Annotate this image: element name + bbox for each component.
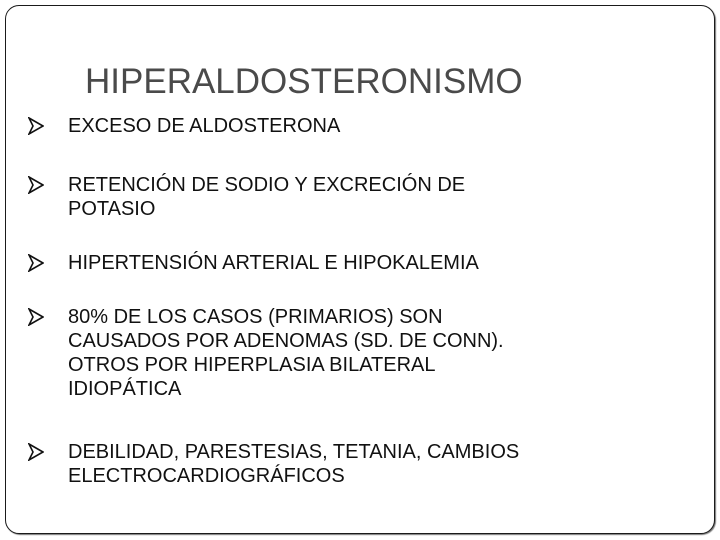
bullet-item (28, 251, 688, 275)
arrowhead-bullet-icon (28, 443, 44, 461)
arrowhead-bullet-icon (28, 308, 44, 326)
arrowhead-bullet-icon (28, 176, 44, 194)
bullet-text-line: DEBILIDAD, PARESTESIAS, TETANIA, CAMBIOS (68, 441, 520, 463)
bullet-text-line: IDIOPÁTICA (68, 378, 182, 400)
bullet-text-line: POTASIO (68, 198, 156, 220)
bullet-text-line: 80% DE LOS CASOS (PRIMARIOS) SON (68, 306, 443, 328)
bullet-text-line: RETENCIÓN DE SODIO Y EXCRECIÓN DE (68, 174, 466, 196)
slide-title: HIPERALDOSTERONISMO (85, 62, 523, 101)
bullet-list (28, 114, 688, 488)
bullet-text-line: HIPERTENSIÓN ARTERIAL E HIPOKALEMIA (68, 252, 479, 274)
bullet-text-line: CAUSADOS POR ADENOMAS (SD. DE CONN). (68, 330, 504, 352)
bullet-text-line: EXCESO DE ALDOSTERONA (68, 115, 341, 137)
bullet-item (28, 305, 688, 401)
bullet-item (28, 173, 688, 221)
bullet-item (28, 114, 688, 138)
bullet-text-line: OTROS POR HIPERPLASIA BILATERAL (68, 354, 436, 376)
slide-frame (5, 5, 715, 534)
arrowhead-bullet-icon (28, 117, 44, 135)
arrowhead-bullet-icon (28, 254, 44, 272)
bullet-item (28, 440, 688, 488)
bullet-text-line: ELECTROCARDIOGRÁFICOS (68, 465, 345, 487)
